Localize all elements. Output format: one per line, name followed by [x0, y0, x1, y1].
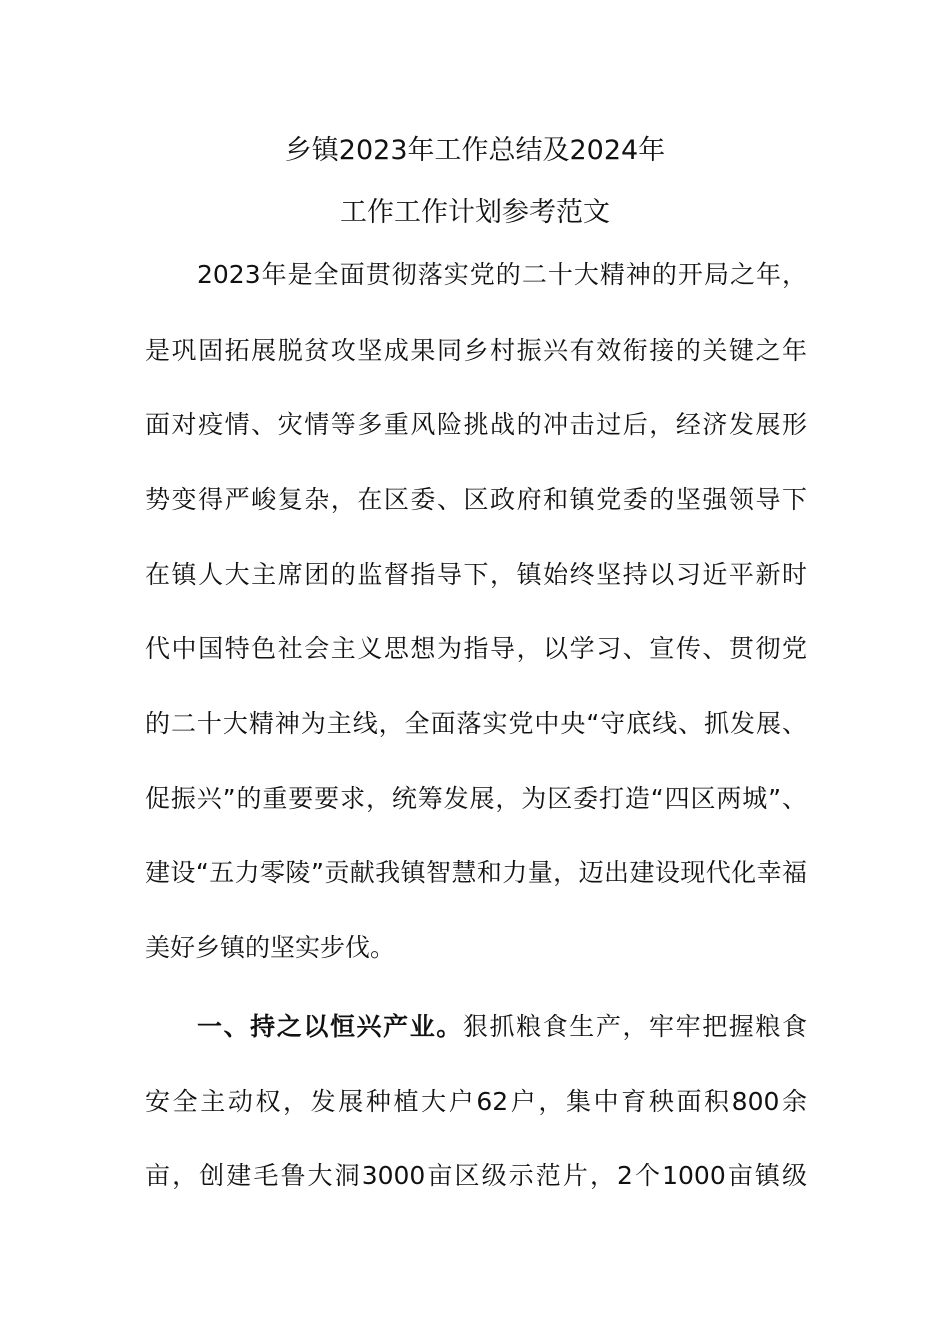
paragraph-1-line-8: 促振兴”的重要要求，统筹发展，为区委打造“四区两城”、 — [145, 784, 807, 813]
paragraph-1-line-9: 建设“五力零陵”贡献我镇智慧和力量，迈出建设现代化幸福 — [145, 858, 807, 887]
paragraph-1-line-6: 代中国特色社会主义思想为指导，以学习、宣传、贯彻党 — [145, 634, 807, 663]
paragraph-2-line-2: 安全主动权，发展种植大户62户，集中育秧面积800余 — [145, 1087, 807, 1116]
paragraph-1-line-7: 的二十大精神为主线，全面落实党中央“守底线、抓发展、 — [145, 709, 807, 738]
document-title-line-2: 工作工作计划参考范文 — [340, 197, 610, 228]
paragraph-1-line-4: 势变得严峻复杂，在区委、区政府和镇党委的坚强领导下 — [145, 485, 807, 514]
paragraph-2-line-1-text: 狠抓粮食生产，牢牢把握粮食 — [462, 1012, 807, 1041]
section-heading-industry: 一、持之以恒兴产业。 — [197, 1012, 463, 1041]
paragraph-1-line-10: 美好乡镇的坚实步伐。 — [145, 933, 396, 962]
paragraph-1-line-2: 是巩固拓展脱贫攻坚成果同乡村振兴有效衔接的关键之年 — [145, 336, 807, 365]
document-title-line-1: 乡镇2023年工作总结及2024年 — [284, 135, 666, 166]
paragraph-2-line-3: 亩，创建毛鲁大洞3000亩区级示范片，2个1000亩镇级 — [145, 1161, 807, 1190]
paragraph-1-line-3: 面对疫情、灾情等多重风险挑战的冲击过后，经济发展形 — [145, 410, 807, 439]
paragraph-2-line-1 — [145, 1011, 807, 1043]
paragraph-1-line-1: 2023年是全面贯彻落实党的二十大精神的开局之年， — [197, 260, 807, 289]
paragraph-1-line-5: 在镇人大主席团的监督指导下，镇始终坚持以习近平新时 — [145, 560, 807, 589]
